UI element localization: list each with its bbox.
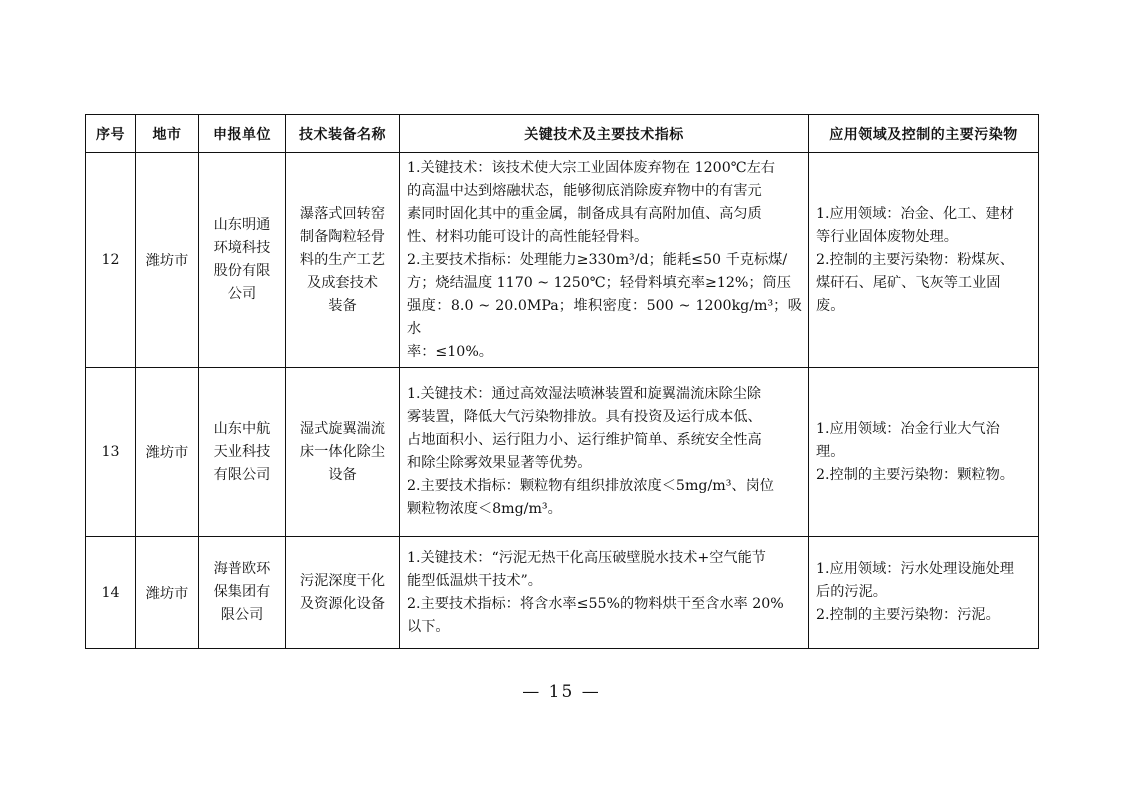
page-number: — 15 — [522,682,601,702]
key-tech-line: 雾装置，降低大气污染物排放。具有投资及运行成本低、 [407,409,762,425]
unit-line: 公司 [227,286,257,302]
row-index: 13 [86,368,136,537]
equipment-line: 及成套技术 [307,274,378,291]
unit-line: 天业科技 [213,443,271,460]
application-line: 2.控制的主要污染物：粉煤灰、 [816,251,1014,268]
key-tech-line: 以下。 [407,618,450,635]
table-row [86,368,1039,537]
application-line: 2.控制的主要污染物：污泥。 [816,607,1000,623]
application-line: 1.应用领域：冶金、化工、建材 [816,205,1014,222]
application-line: 2.控制的主要污染物：颗粒物。 [816,466,1014,483]
key-tech-line: 1.关键技术：“污泥无热干化高压破壁脱水技术+空气能节 [407,549,766,566]
row-unit [199,537,286,649]
header-city: 地市 [136,115,199,153]
equipment-line: 装备 [328,297,357,314]
application-line: 废。 [816,297,845,314]
table-row [86,537,1039,649]
row-index: 14 [86,537,136,649]
unit-line: 限公司 [220,607,264,623]
application-line: 煤矸石、尾矿、飞灰等工业固 [816,274,1001,291]
unit-line: 海普欧环 [213,561,271,577]
key-tech-line: 率：≤10%。 [407,343,493,360]
row-unit [199,153,286,368]
table-header-row [86,115,1039,153]
header-key-tech: 关键技术及主要技术指标 [400,115,809,153]
unit-line: 山东明通 [213,217,271,233]
key-tech-line: 方；烧结温度 1170 ~ 1250℃；轻骨料填充率≥12%；筒压 [407,274,791,291]
unit-line: 山东中航 [213,420,271,437]
unit-line: 环境科技 [213,240,271,256]
unit-line: 有限公司 [213,466,271,483]
equipment-line: 及资源化设备 [299,595,386,612]
row-unit [199,368,286,537]
key-tech-line: 强度：8.0 ~ 20.0MPa；堆积密度：500 ~ 1200kg/m³；吸水 [407,297,802,337]
unit-line: 股份有限 [213,263,271,279]
row-application [809,368,1039,537]
key-tech-line: 2.主要技术指标：处理能力≥330m³/d；能耗≤50 千克标煤/ [407,251,788,268]
equipment-line: 湿式旋翼湍流 [299,420,386,437]
row-city: 潍坊市 [136,368,199,537]
row-key-tech [400,537,809,649]
row-city: 潍坊市 [136,537,199,649]
equipment-line: 料的生产工艺 [299,251,386,268]
application-line: 等行业固体废物处理。 [816,228,958,245]
table-row [86,153,1039,368]
row-equipment [286,537,400,649]
key-tech-line: 2.主要技术指标：将含水率≤55%的物料烘干至含水率 20% [407,595,784,612]
row-key-tech [400,153,809,368]
equipment-line: 设备 [328,466,357,483]
equipment-line: 制备陶粒轻骨 [299,228,386,245]
key-tech-line: 的高温中达到熔融状态，能够彻底消除废弃物中的有害元 [407,182,762,199]
row-index: 12 [86,153,136,368]
key-tech-line: 和除尘除雾效果显著等优势。 [407,455,592,471]
row-application [809,153,1039,368]
header-application: 应用领域及控制的主要污染物 [809,115,1039,153]
row-equipment [286,368,400,537]
row-equipment [286,153,400,368]
equipment-line: 污泥深度干化 [299,572,386,589]
key-tech-line: 素同时固化其中的重金属，制备成具有高附加值、高匀质 [407,205,762,222]
application-line: 后的污泥。 [816,584,887,600]
row-key-tech [400,368,809,537]
key-tech-line: 1.关键技术：该技术使大宗工业固体废弃物在 1200℃左右 [407,159,775,176]
key-tech-line: 能型低温烘干技术”。 [407,572,542,589]
row-application [809,537,1039,649]
key-tech-line: 1.关键技术：通过高效湿法喷淋装置和旋翼湍流床除尘除 [407,386,762,402]
header-equipment: 技术装备名称 [286,115,400,153]
application-line: 1.应用领域：污水处理设施处理 [816,561,1014,577]
equipment-line: 瀑落式回转窑 [299,205,386,222]
key-tech-line: 性、材料功能可设计的高性能轻骨料。 [407,228,649,245]
key-tech-line: 颗粒物浓度＜8mg/m³。 [407,501,562,517]
application-line: 理。 [816,443,845,460]
header-unit: 申报单位 [199,115,286,153]
application-line: 1.应用领域：冶金行业大气治 [816,420,1000,437]
key-tech-line: 占地面积小、运行阻力小、运行维护简单、系统安全性高 [407,432,762,448]
header-index: 序号 [86,115,136,153]
unit-line: 保集团有 [213,584,271,600]
technology-table [85,114,1039,649]
equipment-line: 床一体化除尘 [299,443,386,460]
row-city: 潍坊市 [136,153,199,368]
key-tech-line: 2.主要技术指标：颗粒物有组织排放浓度＜5mg/m³、岗位 [407,478,774,494]
